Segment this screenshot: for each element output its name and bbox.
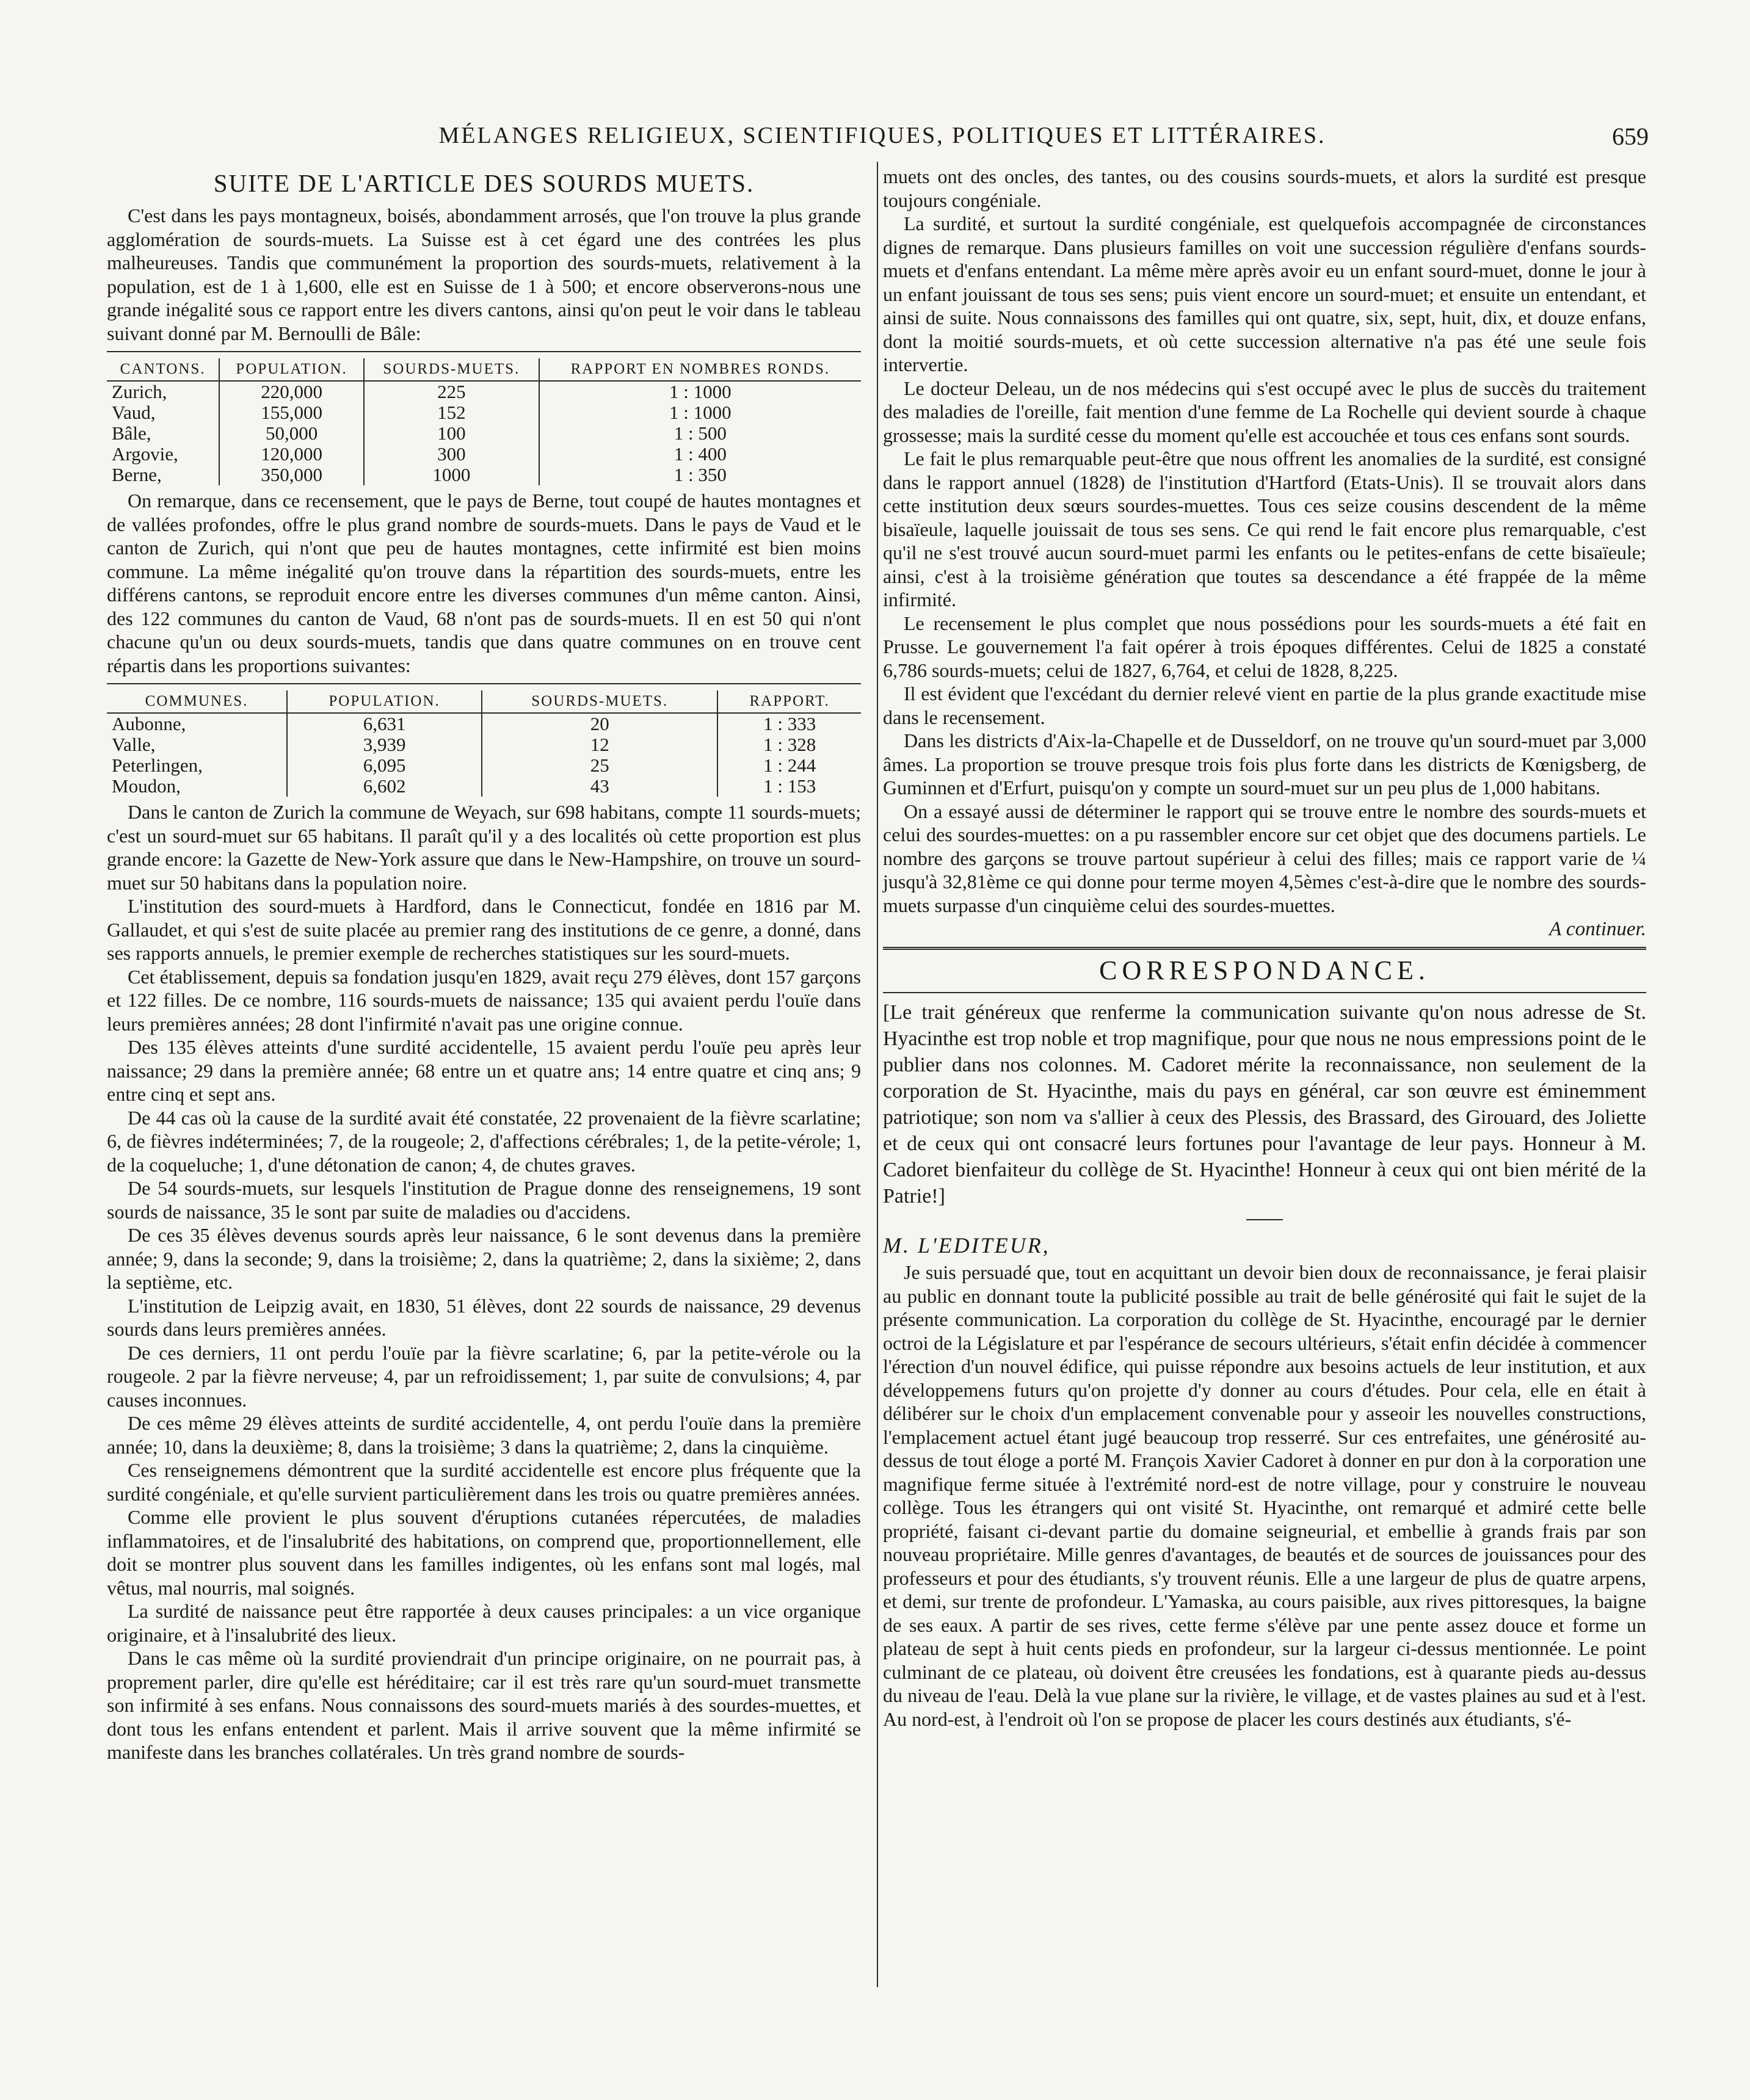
table-cell: Aubonne,	[107, 713, 287, 734]
running-head: MÉLANGES RELIGIEUX, SCIENTIFIQUES, POLITIQUES ET LITTÉRAIRES.	[438, 123, 1326, 148]
paragraph: muets ont des oncles, des tantes, ou des cousins sourds-muets, et alors la surdité est presque toujours congéniale.	[883, 165, 1646, 211]
table-cell: 300	[364, 444, 539, 465]
paragraph: La surdité, et surtout la surdité congéniale, est quelquefois accompagnée de circonstances dignes de remarque. Dans plusieurs familles on voit une succession régulière d'enfans sourds-muets et d'enfans entendant. La même mère après avoir eu un enfant sourd-muet, donne le jour à un enfant jouissant de tous ses sens; puis vient encore un sourd-muet; et ensuite un entendant, et ainsi de suite. Nous connaissons des familles qui ont quatre, six, sept, huit, dix, et douze enfans, dont la moitié sourds-muets, et où cette succession alternative n'a pas été une seule fois intervertie.	[883, 212, 1646, 375]
paragraph: Dans les districts d'Aix-la-Chapelle et de Dusseldorf, on ne trouve qu'un sourd-muet par 3,000 âmes. La proportion se trouve presque trois fois plus forte dans les districts de Kœnigsberg, de Guminnen et d'Erfurt, puisqu'on y compte un sourd-muet sur un peu plus de 1,000 habitans.	[883, 730, 1646, 798]
paragraph: De ces derniers, 11 ont perdu l'ouïe par la fièvre scarlatine; 6, par la petite-vérole ou la rougeole. 2 par la fièvre nerveuse; 4, par un refroidissement; 1, par suite de convulsions; 4, par causes inconnues.	[107, 1341, 861, 1411]
column-rule	[877, 162, 878, 1987]
table-cell: 350,000	[219, 465, 364, 485]
table-cell: 1 : 244	[763, 755, 816, 776]
table-header-row	[107, 690, 861, 713]
cantons-table	[107, 358, 861, 485]
table-row	[107, 776, 861, 797]
table-cell: 1 : 500	[673, 422, 727, 444]
table-cell: 43	[482, 776, 717, 797]
section-title: CORRESPONDANCE.	[1099, 955, 1430, 985]
table-cell: 220,000	[219, 381, 364, 402]
paragraph: De ces 35 élèves devenus sourds après leur naissance, 6 le sont devenus dans la première année; 9, dans la seconde; 9, dans la troisième; 2, dans la quatrième; 2, dans la sixième; 2, dans la septième, etc.	[107, 1224, 861, 1293]
divider	[107, 351, 861, 352]
table-row	[107, 381, 861, 402]
paragraph: Dans le canton de Zurich la commune de Weyach, sur 698 habitans, compte 11 sourds-muets; c'est un sourd-muet sur 65 habitans. Il paraît qu'il y a des localités où cette proportion est plus grande encore: la Gazette de New-York assure que dans le New-Hampshire, on trouve un sourd-muet sur 50 habitans dans la population noire.	[107, 801, 861, 894]
section-divider	[883, 947, 1646, 950]
paragraph: Des 135 élèves atteints d'une surdité accidentelle, 15 avaient perdu l'ouïe peu après leur naissance; 29 dans la première année; 68 entre un et quatre ans; 14 entre quatre et cinq ans; 9 entre cinq et sept ans.	[107, 1036, 861, 1105]
table-cell: 1 : 333	[763, 713, 816, 734]
paragraph: Le recensement le plus complet que nous possédions pour les sourds-muets a été fait en Prusse. Le gouvernement l'a fait opérer à trois époques différentes. Celui de 1825 a constaté 6,786 sourds-muets; celui de 1827, 6,764, et celui de 1828, 8,225.	[883, 612, 1646, 681]
column-header: CANTONS.	[107, 358, 219, 381]
table-cell: 1 : 328	[763, 734, 816, 755]
paragraph: Le fait le plus remarquable peut-être que nous offrent les anomalies de la surdité, est consigné dans le rapport annuel (1828) de l'institution d'Hartford (Etats-Unis). Il se trouvait alors dans cette institution deux sœurs sourdes-muettes. Tous ces seize cousins descendent de la même bisaïeule, laquelle jouissait de tous ses sens. Ce qui rend le fait encore plus remarquable, c'est qu'il ne s'est trouvé aucun sourd-muet parmi les enfants ou le petites-enfans de cette bisaïeule; ainsi, c'est à la troisième génération que toutes sa descendance a été frappée de la même infirmité.	[883, 447, 1646, 610]
paragraph: Il est évident que l'excédant du dernier relevé vient en partie de la plus grande exactitude mise dans le recensement.	[883, 682, 1646, 728]
paragraph: De 54 sourds-muets, sur lesquels l'institution de Prague donne des renseignemens, 19 sont sourds de naissance, 35 le sont par suite de maladies ou d'accidens.	[107, 1177, 861, 1223]
paragraph: Dans le cas même où la surdité proviendrait d'un principe originaire, on ne pourrait pas, à proprement parler, dire qu'elle est héréditaire; car il est très rare qu'un sourd-muet transmette son infirmité à ses enfans. Nous connaissons des sourd-muets mariés à des sourdes-muettes, et dont tous les enfans entendent et parlent. Mais il arrive souvent que la même infirmité se manifeste dans les branches collatérales. Un très grand nombre de sourds-	[107, 1647, 861, 1763]
paragraph: L'institution de Leipzig avait, en 1830, 51 élèves, dont 22 sourds de naissance, 29 devenus sourds dans leurs premières années.	[107, 1294, 861, 1340]
table-row	[107, 444, 861, 465]
paragraph: De ces même 29 élèves atteints de surdité accidentelle, 4, ont perdu l'ouïe dans la première année; 10, dans la deuxième; 8, dans la troisième; 3 dans la quatrième; 2, dans la cinquième.	[107, 1412, 861, 1458]
table-row	[107, 755, 861, 776]
communes-table	[107, 690, 861, 797]
table-cell: Peterlingen,	[107, 755, 287, 776]
paragraph: De 44 cas où la cause de la surdité avait été constatée, 22 provenaient de la fièvre scarlatine; 6, de fièvres indéterminées; 7, de la rougeole; 2, d'affections cérébrales; 1, de la petite-vérole; 1, de la coqueluche; 1, d'une détonation de canon; 4, de chutes graves.	[107, 1106, 861, 1176]
table-cell: 20	[482, 713, 717, 734]
table-cell: 6,602	[287, 776, 482, 797]
paragraph: C'est dans les pays montagneux, boisés, abondamment arrosés, que l'on trouve la plus grande agglomération de sourds-muets. La Suisse est à cet égard une des contrées les plus malheureuses. Tandis que communément la proportion des sourds-muets, relativement à la population, est de 1 à 1,600, elle est en Suisse de 1 à 500; et encore observerons-nous une grande inégalité sous ce rapport entre les divers cantons, ainsi qu'on peut le voir dans le tableau suivant donné par M. Bernoulli de Bâle:	[107, 205, 861, 344]
column-header: SOURDS-MUETS.	[364, 358, 539, 381]
table-cell: 1 : 350	[673, 464, 727, 485]
column-header: RAPPORT EN NOMBRES RONDS.	[539, 358, 861, 381]
paragraph: On remarque, dans ce recensement, que le pays de Berne, tout coupé de hautes montagnes et de vallées profondes, offre le plus grand nombre de sourds-muets. Dans le pays de Vaud et le canton de Zurich, qui n'ont que peu de hautes montagnes, cette infirmité est bien moins commune. La même inégalité qu'on trouve dans la répartition des sourds-muets, entre les différens cantons, se reproduit encore entre les diverses communes d'un même canton. Ainsi, des 122 communes du canton de Vaud, 68 n'ont pas de sourds-muets. Il en est 50 qui n'ont chacune qu'un ou deux sourds-muets, tandis que dans quatre communes on en trouve cent répartis dans les proportions suivantes:	[107, 490, 861, 676]
paragraph: L'institution des sourd-muets à Hardford, dans le Connecticut, fondée en 1816 par M. Gallaudet, et qui s'est de suite placée au premier rang des institutions de ce genre, a donné, dans ses rapports annuels, le premier exemple de recherches statistiques sur les sourd-muets.	[107, 895, 861, 964]
column-header: POPULATION.	[219, 358, 364, 381]
table-cell: 12	[482, 734, 717, 755]
short-divider	[1246, 1219, 1283, 1220]
paragraph: Ces renseignemens démontrent que la surdité accidentelle est encore plus fréquente que la surdité congéniale, et qu'elle survient particulièrement dans les trois ou quatre premières années.	[107, 1459, 861, 1505]
right-column	[883, 165, 1646, 1731]
table-cell: 120,000	[219, 444, 364, 465]
table-cell: 1000	[364, 465, 539, 485]
table-cell: 1 : 1000	[669, 381, 732, 402]
table-cell: 6,631	[287, 713, 482, 734]
table-cell: 1 : 1000	[669, 402, 732, 423]
table-cell: 50,000	[219, 423, 364, 444]
column-header: SOURDS-MUETS.	[482, 690, 717, 713]
editorial-note: [Le trait généreux que renferme la communication suivante qu'on nous adresse de St. Hyacinthe est trop noble et trop magnifique, pour que nous ne nous empressions point de le publier dans nos colonnes. M. Cadoret mérite la reconnaissance, non seulement de la corporation de St. Hyacinthe, mais du pays en général, car son œuvre est éminemment patriotique; son nom va s'allier à ceux des Plessis, des Brassard, des Girouard, des Joliette et de ceux qui ont consacré leurs fortunes pour l'avantage de leur pays. Honneur à M. Cadoret bienfaiteur du collège de St. Hyacinthe! Honneur à ceux qui ont bien mérité de la Patrie!]	[883, 1001, 1646, 1208]
table-cell: 100	[364, 423, 539, 444]
paragraph: Je suis persuadé que, tout en acquittant un devoir bien doux de reconnaissance, je ferai plaisir au public en donnant toute la publicité possible au trait de belle générosité qui fait le sujet de la présente communication. La corporation du collège de St. Hyacinthe, encouragé par le dernier octroi de la Législature et par l'espérance de secours ultérieurs, s'était enfin décidée à commencer l'érection d'un nouvel édifice, qui puisse répondre aux besoins actuels de leur institution, et aux développemens futurs qu'on projette d'y donner au cours d'études. Pour cela, elle en était à délibérer sur le choix d'un emplacement convenable pour y asseoir les nouvelles constructions, l'emplacement actuel étant jugé beaucoup trop resserré. Sur ces entrefaites, une générosité au-dessus de tout éloge a porté M. François Xavier Cadoret à donner en pur don à la corporation une magnifique ferme située à l'extrémité nord-est de notre village, pour y construire le nouveau collège. Tous les étrangers qui ont visité St. Hyacinthe, ont remarqué et admiré cette belle propriété, faisant ci-devant partie du domaine seigneurial, et embellie à grands frais par son nouveau propriétaire. Mille genres d'avantages, de beautés et de sources de jouissances pour des professeurs et pour des étudiants, s'y trouvent réunis. Elle a une largeur de plus de quatre arpens, et demi, sur trente de profondeur. L'Yamaska, au cours paisible, aux rives pittoresques, la baigne de ses eaux. A partir de ses rives, cette ferme s'élève par une pente assez douce et forme un plateau de sept à huit cents pieds en profondeur, sur la largeur ci-dessus mentionnée. Le point culminant de ce plateau, où doivent être creusées les fondations, est à quarante pieds au-dessus du niveau de l'eau. Delà la vue plane sur la rivière, le village, et de vastes plaines au sud et à l'est. Au nord-est, à l'endroit où l'on se propose de placer les cours destinés aux étudiants, s'é-	[883, 1261, 1646, 1730]
divider	[107, 683, 861, 684]
table-cell: 155,000	[219, 402, 364, 423]
paragraph: La surdité de naissance peut être rapportée à deux causes principales: a un vice organique originaire, et à l'insalubrité des lieux.	[107, 1600, 861, 1646]
table-row	[107, 423, 861, 444]
table-cell: 6,095	[287, 755, 482, 776]
table-cell: Valle,	[107, 734, 287, 755]
table-cell: Moudon,	[107, 776, 287, 797]
table-cell: 1 : 400	[673, 443, 727, 465]
table-row	[107, 465, 861, 485]
table-cell: 152	[364, 402, 539, 423]
table-cell: 1 : 153	[763, 775, 816, 797]
left-column	[107, 165, 861, 1764]
salutation: M. L'EDITEUR,	[883, 1233, 1050, 1258]
article-title: SUITE DE L'ARTICLE DES SOURDS MUETS.	[213, 169, 755, 197]
table-cell: 3,939	[287, 734, 482, 755]
divider	[883, 992, 1646, 993]
table-cell: Bâle,	[107, 423, 219, 444]
to-be-continued: A continuer.	[1549, 918, 1646, 940]
page-number: 659	[1612, 123, 1649, 150]
table-cell: 225	[364, 381, 539, 402]
paragraph: Comme elle provient le plus souvent d'éruptions cutanées répercutées, de maladies inflammatoires, et de l'insalubrité des habitations, on comprend que, proportionnellement, elle doit se montrer plus souvent dans les familles indigentes, où les enfans sont mal logés, mal vêtus, mal nourris, mal soignés.	[107, 1506, 861, 1599]
table-row	[107, 734, 861, 755]
table-cell: Berne,	[107, 465, 219, 485]
paragraph: On a essayé aussi de déterminer le rapport qui se trouve entre le nombre des sourds-muets et celui des sourdes-muettes: on a pu rassembler encore sur cet objet que des documens partiels. Le nombre des garçons se trouve partout supérieur à celui des filles; mais ce rapport varie de ¼ jusqu'à 32,81ème ce qui donne pour terme moyen 4,5èmes c'est-à-dire que le nombre des sourds-muets surpasse d'un cinquième celui des sourdes-muettes.	[883, 800, 1646, 916]
table-row	[107, 713, 861, 734]
table-cell: Vaud,	[107, 402, 219, 423]
column-header: RAPPORT.	[717, 690, 861, 713]
table-row	[107, 402, 861, 423]
table-cell: 25	[482, 755, 717, 776]
paragraph: Cet établissement, depuis sa fondation jusqu'en 1829, avait reçu 279 élèves, dont 157 garçons et 122 filles. De ce nombre, 116 sourds-muets de naissance; 135 qui avaient perdu l'ouïe dans leurs premières années; 28 dont l'infirmité n'avait pas une origine connue.	[107, 965, 861, 1035]
column-header: COMMUNES.	[107, 690, 287, 713]
table-cell: Argovie,	[107, 444, 219, 465]
table-header-row	[107, 358, 861, 381]
paragraph: Le docteur Deleau, un de nos médecins qui s'est occupé avec le plus de succès du traitement des maladies de l'oreille, fait mention d'une femme de La Rochelle qui devient sourde à chaque grossesse; mais la surdité cesse du moment qu'elle est accouchée et tous ces enfans sont sourds.	[883, 377, 1646, 446]
column-header: POPULATION.	[287, 690, 482, 713]
table-cell: Zurich,	[107, 381, 219, 402]
